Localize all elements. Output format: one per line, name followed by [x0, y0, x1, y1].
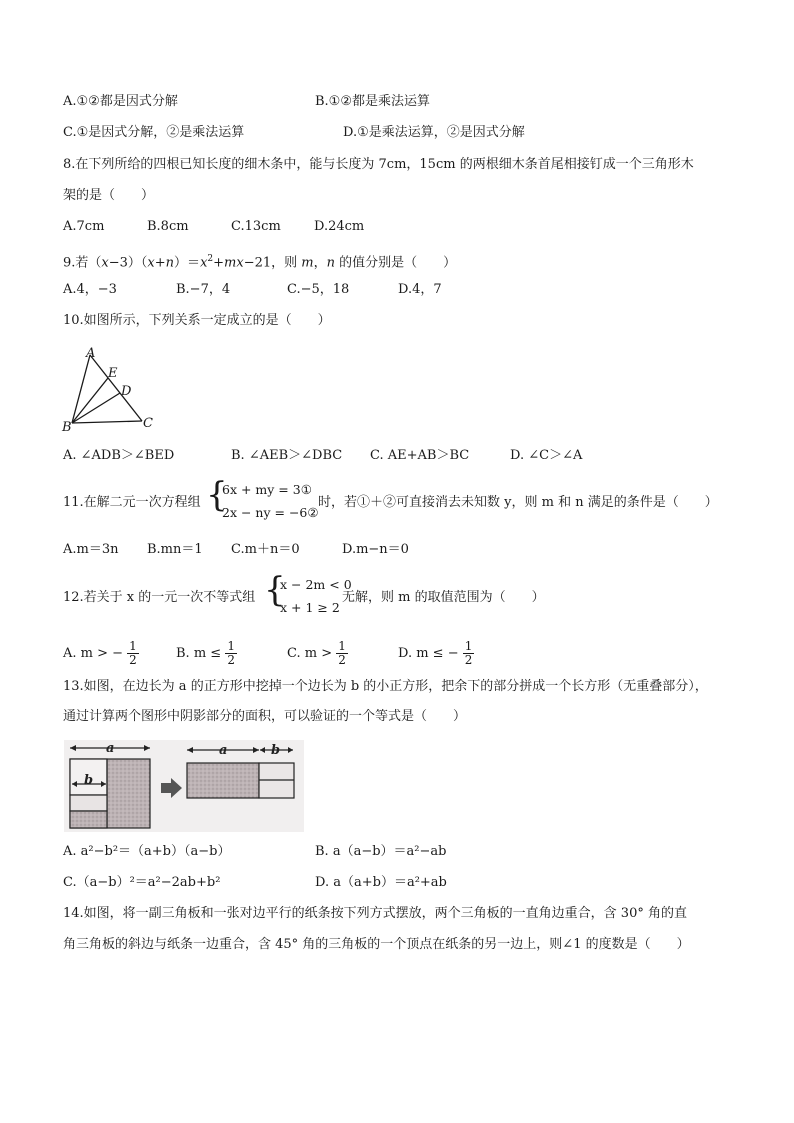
q10-stem: 10.如图所示，下列关系一定成立的是（ ）: [63, 313, 331, 328]
q10-option-a: A. ∠ADB＞∠BED: [63, 448, 175, 463]
q12-option-d: [398, 640, 474, 667]
fraction-denominator: 2: [227, 653, 235, 667]
q8-stem-line2: 架的是（ ）: [63, 188, 155, 203]
fraction-one-half: [336, 640, 348, 667]
q9-stem: [63, 250, 456, 272]
q11-option-d: D.m−n＝0: [342, 542, 409, 557]
label-b: B: [62, 420, 72, 435]
fraction-numerator: 1: [129, 639, 137, 653]
q11-equation-1: 6x + my = 3①: [222, 482, 312, 497]
q12-option-a: [63, 640, 139, 667]
fraction-one-half: [225, 640, 237, 667]
q7-option-b: B.①②都是乘法运算: [315, 94, 430, 109]
q9-text: −3）（: [108, 255, 148, 271]
q9-var: mx: [224, 255, 244, 271]
q11-brace: {: [206, 475, 228, 515]
fraction-denominator: 2: [129, 653, 137, 667]
q9-text: +: [154, 255, 166, 271]
rectangle-part-a: [187, 763, 259, 798]
q9-var: x: [147, 255, 155, 271]
q7-option-c: C.①是因式分解，②是乘法运算: [63, 125, 245, 140]
q13-option-b: B. a（a−b）＝a²−ab: [315, 844, 447, 859]
label-a-rectangle: a: [219, 743, 228, 758]
q10-option-c: C. AE+AB＞BC: [370, 448, 470, 463]
label-a: A: [86, 346, 96, 361]
q12-prefix: 12.若关于 x 的一元一次不等式组: [63, 590, 256, 605]
q12-option-d-text: D. m ≤ −: [398, 646, 459, 661]
fraction-one-half: [463, 640, 475, 667]
q7-option-a: A.①②都是因式分解: [63, 94, 178, 109]
q9-option-c: C.−5，18: [287, 282, 350, 297]
q9-option-b: B.−7，4: [176, 282, 231, 297]
q9-var: x: [200, 255, 208, 271]
label-d: D: [121, 384, 132, 399]
q13-square-rectangle-figure: [64, 740, 304, 832]
q9-var: m: [301, 255, 314, 271]
q8-option-a: A.7cm: [63, 219, 105, 234]
q9-exponent: 2: [207, 254, 214, 264]
q13-option-a: A. a²−b²＝（a+b）（a−b）: [63, 844, 231, 859]
q9-option-d: D.4，7: [398, 282, 442, 297]
q11-option-b: B.mn＝1: [147, 542, 203, 557]
fraction-denominator: 2: [464, 653, 473, 667]
q10-option-b: B. ∠AEB＞∠DBC: [231, 448, 343, 463]
q9-text: ）＝: [174, 255, 201, 271]
q12-option-a-text: A. m > −: [63, 646, 124, 661]
q12-inequality-2: x + 1 ≥ 2: [280, 600, 340, 615]
q10-option-d: D. ∠C＞∠A: [510, 448, 583, 463]
q9-var: n: [165, 255, 175, 271]
label-e: E: [108, 366, 118, 381]
fraction-numerator: 1: [464, 639, 473, 653]
label-c: C: [143, 416, 153, 431]
q12-option-c-text: C. m >: [287, 646, 333, 661]
q12-option-c: [287, 640, 348, 667]
q9-text: −21，则: [243, 255, 302, 271]
q11-option-c: C.m＋n＝0: [231, 542, 300, 557]
q11-equation-2: 2x − ny = −6②: [222, 505, 319, 520]
q11-prefix: 11.在解二元一次方程组: [63, 495, 201, 510]
q9-text: +: [213, 255, 225, 271]
q12-suffix: 无解，则 m 的取值范围为（ ）: [342, 590, 545, 605]
q9-text: ，: [313, 255, 327, 271]
fraction-numerator: 1: [227, 639, 235, 653]
q8-option-b: B.8cm: [147, 219, 189, 234]
q10-triangle-figure: [60, 345, 170, 437]
label-b-rectangle: b: [271, 743, 281, 758]
q8-option-d: D.24cm: [314, 219, 365, 234]
q9-var: x: [101, 255, 109, 271]
q14-stem-line1: 14.如图，将一副三角板和一张对边平行的纸条按下列方式摆放，两个三角板的一直角边重合，含 30° 角的直: [63, 906, 687, 921]
q7-option-d: D.①是乘法运算，②是因式分解: [343, 125, 525, 140]
q13-option-c: C.（a−b）²＝a²−2ab+b²: [63, 875, 221, 890]
q9-text: 的值分别是（ ）: [335, 255, 457, 271]
q13-stem-line2: 通过计算两个图形中阴影部分的面积，可以验证的一个等式是（ ）: [63, 709, 467, 724]
fraction-numerator: 1: [338, 639, 346, 653]
q9-text: 9.若（: [63, 255, 102, 271]
q9-option-a: A.4，−3: [63, 282, 117, 297]
label-a-square: a: [106, 741, 115, 756]
q8-option-c: C.13cm: [231, 219, 281, 234]
label-b-square: b: [84, 773, 94, 788]
q11-suffix: 时，若①＋②可直接消去未知数 y，则 m 和 n 满足的条件是（ ）: [318, 495, 718, 510]
fraction-one-half: [127, 640, 139, 667]
q14-stem-line2: 角三角板的斜边与纸条一边重合，含 45° 角的三角板的一个顶点在纸条的另一边上，则∠1 的度数是（ ）: [63, 937, 690, 952]
q9-var: n: [326, 255, 336, 271]
q12-inequality-1: x − 2m < 0: [280, 577, 352, 592]
edge-bc: [72, 421, 142, 423]
edge-ac: [90, 355, 142, 421]
q8-stem-line1: 8.在下列所给的四根已知长度的细木条中，能与长度为 7cm，15cm 的两根细木条首尾相接钉成一个三角形木: [63, 157, 694, 172]
q13-stem-line1: 13.如图，在边长为 a 的正方形中挖掉一个边长为 b 的小正方形，把余下的部分拼成一个长方形（无重叠部分），: [63, 679, 708, 694]
q12-option-b: [176, 640, 237, 667]
q13-option-d: D. a（a+b）＝a²+ab: [315, 875, 447, 890]
q12-option-b-text: B. m ≤: [176, 646, 222, 661]
q12-brace: {: [264, 570, 286, 610]
q11-option-a: A.m＝3n: [63, 542, 119, 557]
fraction-denominator: 2: [338, 653, 346, 667]
